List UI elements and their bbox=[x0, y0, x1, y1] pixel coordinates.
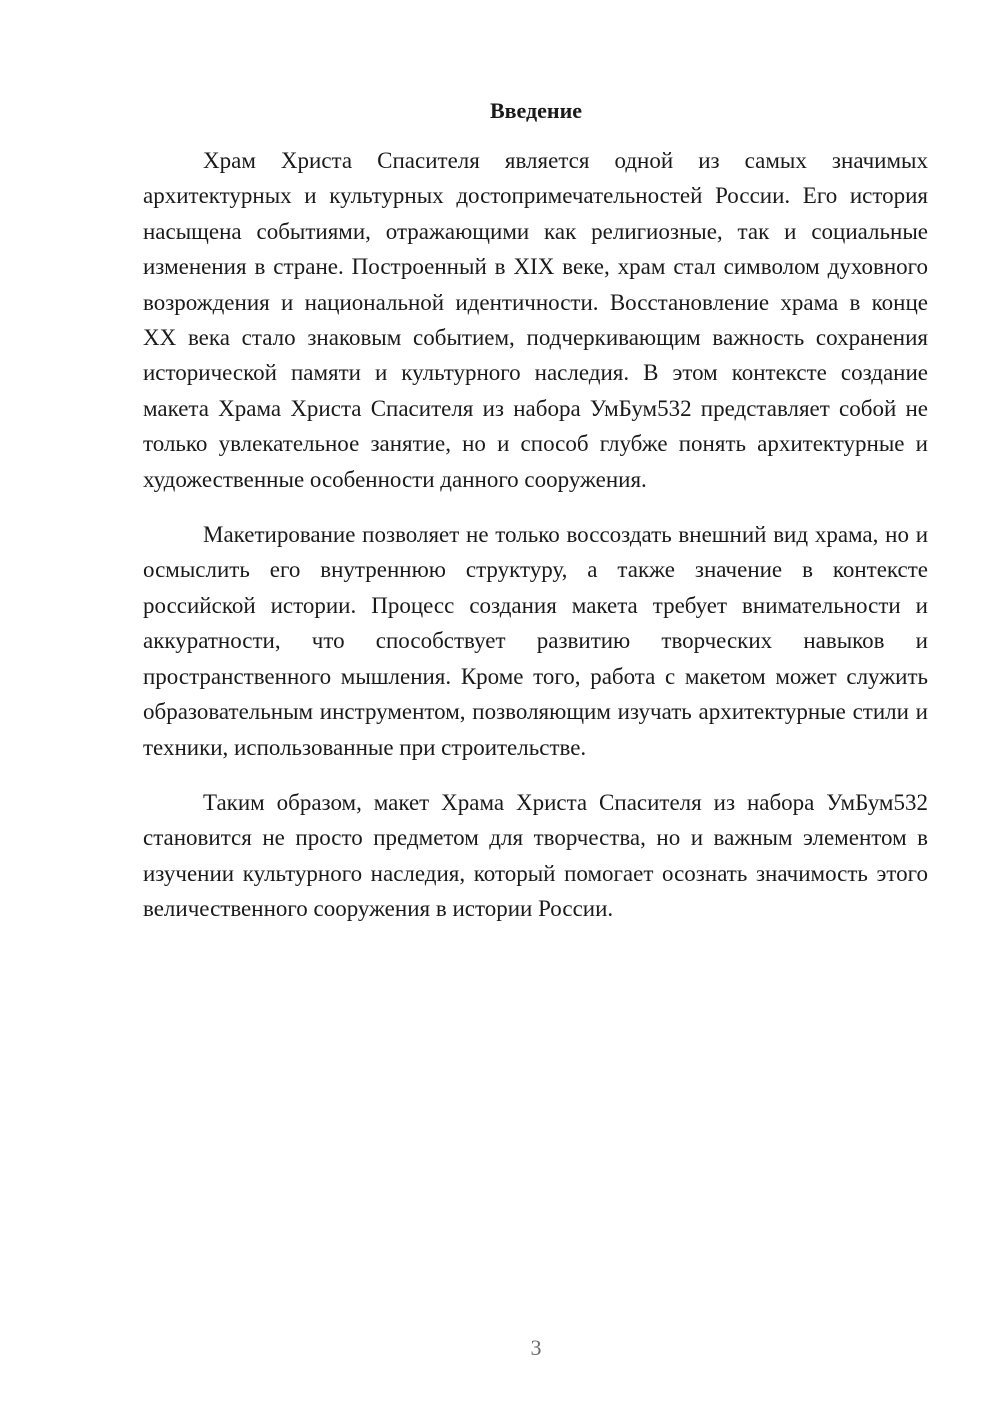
body-text bbox=[143, 143, 928, 927]
paragraph-2: Макетирование позволяет не только воссоздать внешний вид храма, но и осмыслить его внутреннюю структуру, а также значение в контексте российской истории. Процесс создания макета требует внимательности и аккуратности, что способствует развитию творческих навыков и пространственного мышления. Кроме того, работа с макетом может служить образовательным инструментом, позволяющим изучать архитектурные стили и техники, использованные при строительстве. bbox=[143, 522, 928, 760]
page-title: Введение bbox=[489, 98, 583, 123]
paragraph-3: Таким образом, макет Храма Христа Спасителя из набора УмБум532 становится не просто предметом для творчества, но и важным элементом в изучении культурного наследия, который помогает осознать значимость этого величественного сооружения в истории России. bbox=[143, 789, 928, 922]
page-number: 3 bbox=[530, 1335, 542, 1360]
paragraph-1: Храм Христа Спасителя является одной из самых значимых архитектурных и культурных достопримечательностей России. Его история насыщена событиями, отражающими как религиозные, так и социальные изменения в стране. Построенный в XIX веке, храм стал символом духовного возрождения и национальной идентичности. Восстановление храма в конце XX века стало знаковым событием, подчеркивающим важность сохранения исторической памяти и культурного наследия. В этом контексте создание макета Храма Христа Спасителя из набора УмБум532 представляет собой не только увлекательное занятие, но и способ глубже понять архитектурные и художественные особенности данного сооружения. bbox=[143, 148, 928, 492]
